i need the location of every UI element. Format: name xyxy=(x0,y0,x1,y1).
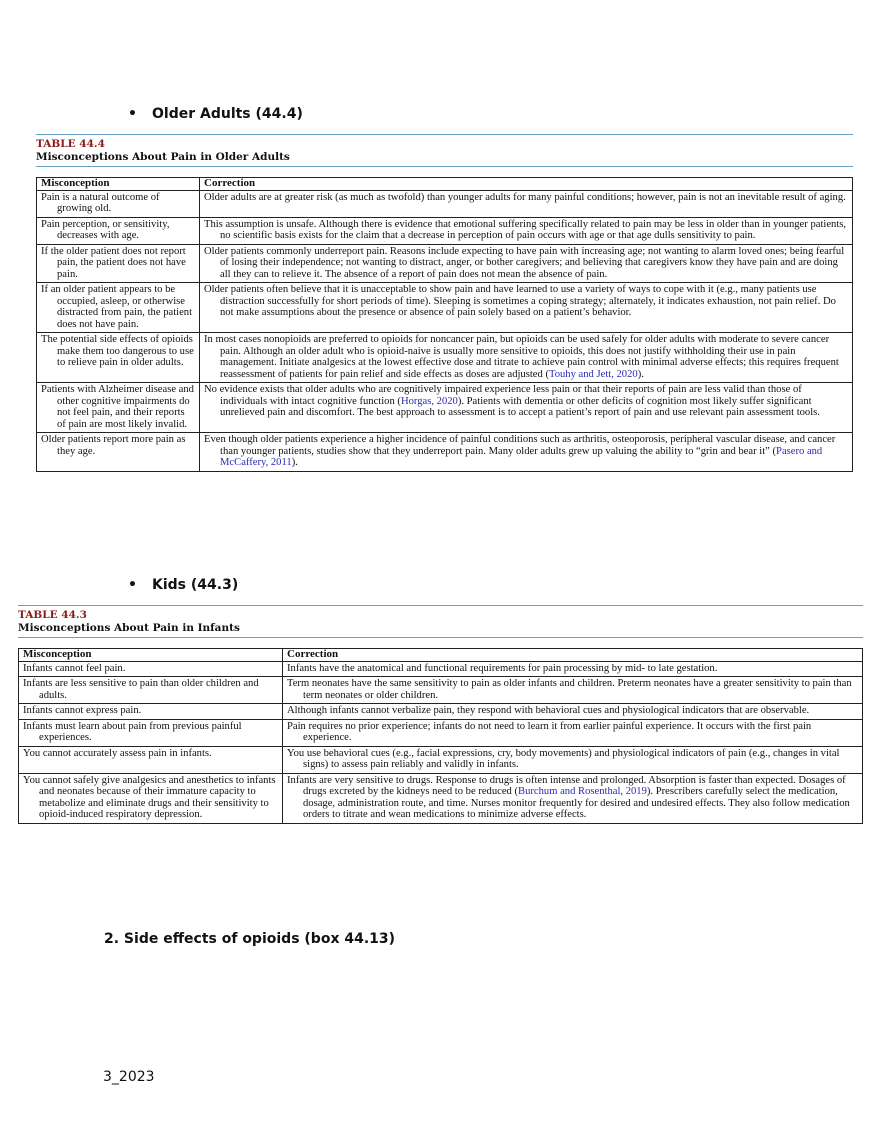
side-effects-heading: 2. Side effects of opioids (box 44.13) xyxy=(104,931,396,947)
misconception-cell: If an older patient appears to be occupied, asleep, or otherwise distracted from pain, the patient does not have pain. xyxy=(37,283,200,333)
citation-link[interactable]: Horgas, 2020 xyxy=(400,395,458,407)
correction-cell: Even though older patients experience a higher incidence of painful conditions such as arthritis, osteoporosis, peripheral vascular disease, and cancer than younger patients, studies show that they underreport pain. Many older adults grew up valuing the ability to “grin and bear it” (Pasero and McCaffery, 2011). xyxy=(200,433,853,472)
table-row xyxy=(19,661,863,677)
citation-link[interactable]: Pasero and McCaffery, 2011 xyxy=(220,445,823,468)
correction-cell: Older adults are at greater risk (as much as twofold) than younger adults for many painful conditions; however, pain is not an inevitable result of aging. xyxy=(200,190,853,217)
table-top-rule xyxy=(36,134,853,135)
table-44-3 xyxy=(18,605,863,824)
correction-cell: You use behavioral cues (e.g., facial expressions, cry, body movements) and physiological indicators of pain (e.g., changes in vital signs) to assess pain reliably and validly in infants. xyxy=(283,746,863,773)
correction-cell: Term neonates have the same sensitivity to pain as older infants and children. Preterm neonates have a greater sensitivity to pain than term neonates or older children. xyxy=(283,677,863,704)
table-row xyxy=(19,719,863,746)
table-header-row xyxy=(37,178,853,191)
table-label: TABLE 44.4 xyxy=(36,138,105,150)
misconception-cell: Infants cannot feel pain. xyxy=(19,661,283,677)
table-top-rule xyxy=(18,605,863,606)
table-row xyxy=(37,283,853,333)
table-row xyxy=(37,333,853,383)
correction-cell: This assumption is unsafe. Although there is evidence that emotional suffering specifically related to pain may be less in older than in younger patients, no scientific basis exists for the claim that a decrease in perception of pain occurs with age or that age dulls sensitivity to pain. xyxy=(200,217,853,244)
misconception-cell: Infants must learn about pain from previous painful experiences. xyxy=(19,719,283,746)
citation-link[interactable]: Touhy and Jett, 2020 xyxy=(548,368,638,380)
correction-cell: Although infants cannot verbalize pain, they respond with behavioral cues and physiological indicators that are observable. xyxy=(283,704,863,720)
correction-cell: Older patients often believe that it is unacceptable to show pain and have learned to use a variety of ways to cope with it (e.g., many patients use distraction successfully for short periods of time). Sleeping is sometimes a coping strategy; alternately, it indicates exhaustion, not pain relief. Do not make assumptions about the presence or absence of pain solely based on a patient’s behavior. xyxy=(200,283,853,333)
column-header-correction: Correction xyxy=(200,178,853,191)
table-row xyxy=(19,677,863,704)
infant-misconceptions-table xyxy=(18,648,863,824)
table-row xyxy=(37,433,853,472)
table-row xyxy=(37,190,853,217)
misconception-cell: Infants are less sensitive to pain than older children and adults. xyxy=(19,677,283,704)
column-header-misconception: Misconception xyxy=(37,178,200,191)
misconception-cell: You cannot safely give analgesics and anesthetics to infants and neonates because of their immature capacity to metabolize and eliminate drugs and their sensitivity to opioid-induced respiratory depression. xyxy=(19,773,283,823)
misconception-cell: Pain perception, or sensitivity, decreases with age. xyxy=(37,217,200,244)
misconception-cell: Infants cannot express pain. xyxy=(19,704,283,720)
misconception-cell: Pain is a natural outcome of growing old. xyxy=(37,190,200,217)
page-footer: 3_2023 xyxy=(103,1069,155,1085)
correction-cell: Pain requires no prior experience; infants do not need to learn it from earlier painful experience. It occurs with the first pain experience. xyxy=(283,719,863,746)
column-header-misconception: Misconception xyxy=(19,649,283,662)
older-misconceptions-table xyxy=(36,177,853,472)
table-title: Misconceptions About Pain in Older Adults xyxy=(36,151,290,163)
column-header-correction: Correction xyxy=(283,649,863,662)
table-title: Misconceptions About Pain in Infants xyxy=(18,622,240,634)
kids-heading-text: Kids (44.3) xyxy=(152,577,239,593)
misconception-cell: Older patients report more pain as they age. xyxy=(37,433,200,472)
misconception-cell: Patients with Alzheimer disease and other cognitive impairments do not feel pain, and their reports of pain are most likely invalid. xyxy=(37,383,200,433)
bullet-icon: • xyxy=(128,106,137,122)
table-row xyxy=(19,773,863,823)
correction-cell: Infants have the anatomical and functional requirements for pain processing by mid- to late gestation. xyxy=(283,661,863,677)
table-row xyxy=(19,704,863,720)
older-adults-heading-text: Older Adults (44.4) xyxy=(152,106,303,122)
table-row xyxy=(37,244,853,283)
correction-cell: No evidence exists that older adults who are cognitively impaired experience less pain or that their reports of pain are less valid than those of individuals with intact cognitive function (Horgas, 2020). Patients with dementia or other deficits of cognition most likely suffer significant unrelieved pain and discomfort. The best approach to assessment is to accept a patient’s report of pain and use relevant pain assessment tools. xyxy=(200,383,853,433)
table-label: TABLE 44.3 xyxy=(18,609,87,621)
table-row xyxy=(37,383,853,433)
correction-cell: Older patients commonly underreport pain. Reasons include expecting to have pain with increasing age; not wanting to alarm loved ones; being fearful of losing their independence; not wanting to distract, anger, or bother caregivers; and believing that caregivers know they have pain and are doing all they can to relieve it. The absence of a report of pain does not mean the absence of pain. xyxy=(200,244,853,283)
older-adults-heading xyxy=(128,106,303,122)
misconception-cell: If the older patient does not report pain, the patient does not have pain. xyxy=(37,244,200,283)
table-bottom-rule xyxy=(36,166,853,167)
citation-link[interactable]: Burchum and Rosenthal, 2019 xyxy=(518,786,647,797)
table-header-row xyxy=(19,649,863,662)
table-bottom-rule xyxy=(18,637,863,638)
table-row xyxy=(19,746,863,773)
table-44-4 xyxy=(36,134,853,472)
misconception-cell: You cannot accurately assess pain in infants. xyxy=(19,746,283,773)
correction-cell: Infants are very sensitive to drugs. Response to drugs is often intense and prolonged. Absorption is faster than expected. Dosages of drugs excreted by the kidneys need to be reduced (Burchum and Rosenthal, 2019). Prescribers carefully select the medication, dosage, administration route, and time. Nurses monitor frequently for desired and undesired effects. They also follow medication orders to titrate and wean medications to minimize adverse effects. xyxy=(283,773,863,823)
misconception-cell: The potential side effects of opioids make them too dangerous to use to relieve pain in older adults. xyxy=(37,333,200,383)
table-row xyxy=(37,217,853,244)
correction-cell: In most cases nonopioids are preferred to opioids for noncancer pain, but opioids can be used safely for older adults with moderate to severe cancer pain. Although an older adult who is opioid-naive is usually more sensitive to opioids, this does not justify withholding their use in pain management. Initiate analgesics at the lowest effective dose and titrate to achieve pain control with minimal adverse effects; this requires frequent reassessment of patients for pain relief and side effects as doses are adjusted (Touhy and Jett, 2020). xyxy=(200,333,853,383)
bullet-icon: • xyxy=(128,577,137,593)
kids-heading xyxy=(128,577,238,593)
